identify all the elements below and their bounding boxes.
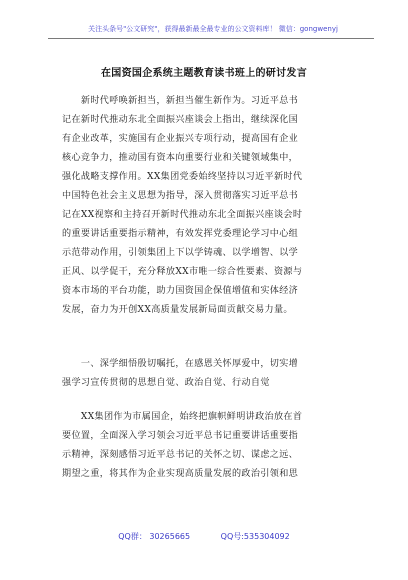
paragraph-line: 中国特色社会主义思想为指导，深入贯彻落实习近平总书 (62, 191, 299, 201)
header-divider (48, 38, 374, 39)
paragraph-line: 示范带动作用，引领集团上下以学铸魂、以学增智、以学 (62, 248, 299, 258)
paragraph-line: 示精神，深刻感悟习近平总书记的关怀之切、谋虑之远、 (62, 450, 299, 460)
heading-line: 一、深学细悟殷切嘱托，在感恩关怀厚爱中，切实增 (62, 359, 299, 369)
header-promo-text: 关注头条号"公文研究"，获得最新最全最专业的公文资料库！ 微信：gongwenyj (88, 25, 338, 33)
section-heading-1 (62, 355, 352, 393)
footer-qq-group: QQ群： 30265665 (118, 532, 191, 541)
paragraph-line: 资本市场的平台功能，助力国资国企保值增值和实体经济 (62, 286, 299, 296)
paragraph-line: 记在新时代推动东北全面振兴座谈会上指出，继续深化国 (62, 115, 299, 125)
paragraph-line: 核心竞争力，推动国有资本向重要行业和关键领域集中， (62, 153, 299, 163)
heading-line: 强学习宣传贯彻的思想自觉、政治自觉、行动自觉 (62, 378, 270, 388)
paragraph-line: 期望之重，将其作为企业实现高质量发展的政治引领和思 (62, 469, 299, 479)
paragraph-line: 新时代呼唤新担当，新担当催生新作为。习近平总书 (62, 96, 299, 106)
footer-contact (0, 531, 408, 542)
paragraph-line: 发展，奋力为开创XX高质量发展新局面贡献交易力量。 (62, 305, 293, 315)
document-title: 在国资国企系统主题教育读书班上的研讨发言 (101, 68, 307, 79)
paragraph-line: XX集团作为市属国企，始终把旗帜鲜明讲政治放在首 (62, 412, 303, 422)
paragraph-line: 有企业改革，实施国有企业振兴专项行动，提高国有企业 (62, 134, 299, 144)
paragraph-line: 要位置，全面深入学习领会习近平总书记重要讲话重要指 (62, 431, 299, 441)
paragraph-line: 正风、以学促干，充分释放XX市唯一综合性要素、资源与 (62, 267, 303, 277)
footer-qq-number: QQ号:535304092 (220, 532, 290, 541)
paragraph-intro (62, 92, 352, 320)
paragraph-line: 强化战略支撑作用。XX集团党委始终坚持以习近平新时代 (62, 172, 303, 182)
paragraph-line: 的重要讲话重要指示精神，有效发挥党委理论学习中心组 (62, 229, 299, 239)
paragraph-section-1 (62, 408, 352, 484)
paragraph-line: 记在XX视察和主持召开新时代推动东北全面振兴座谈会时 (62, 210, 303, 220)
